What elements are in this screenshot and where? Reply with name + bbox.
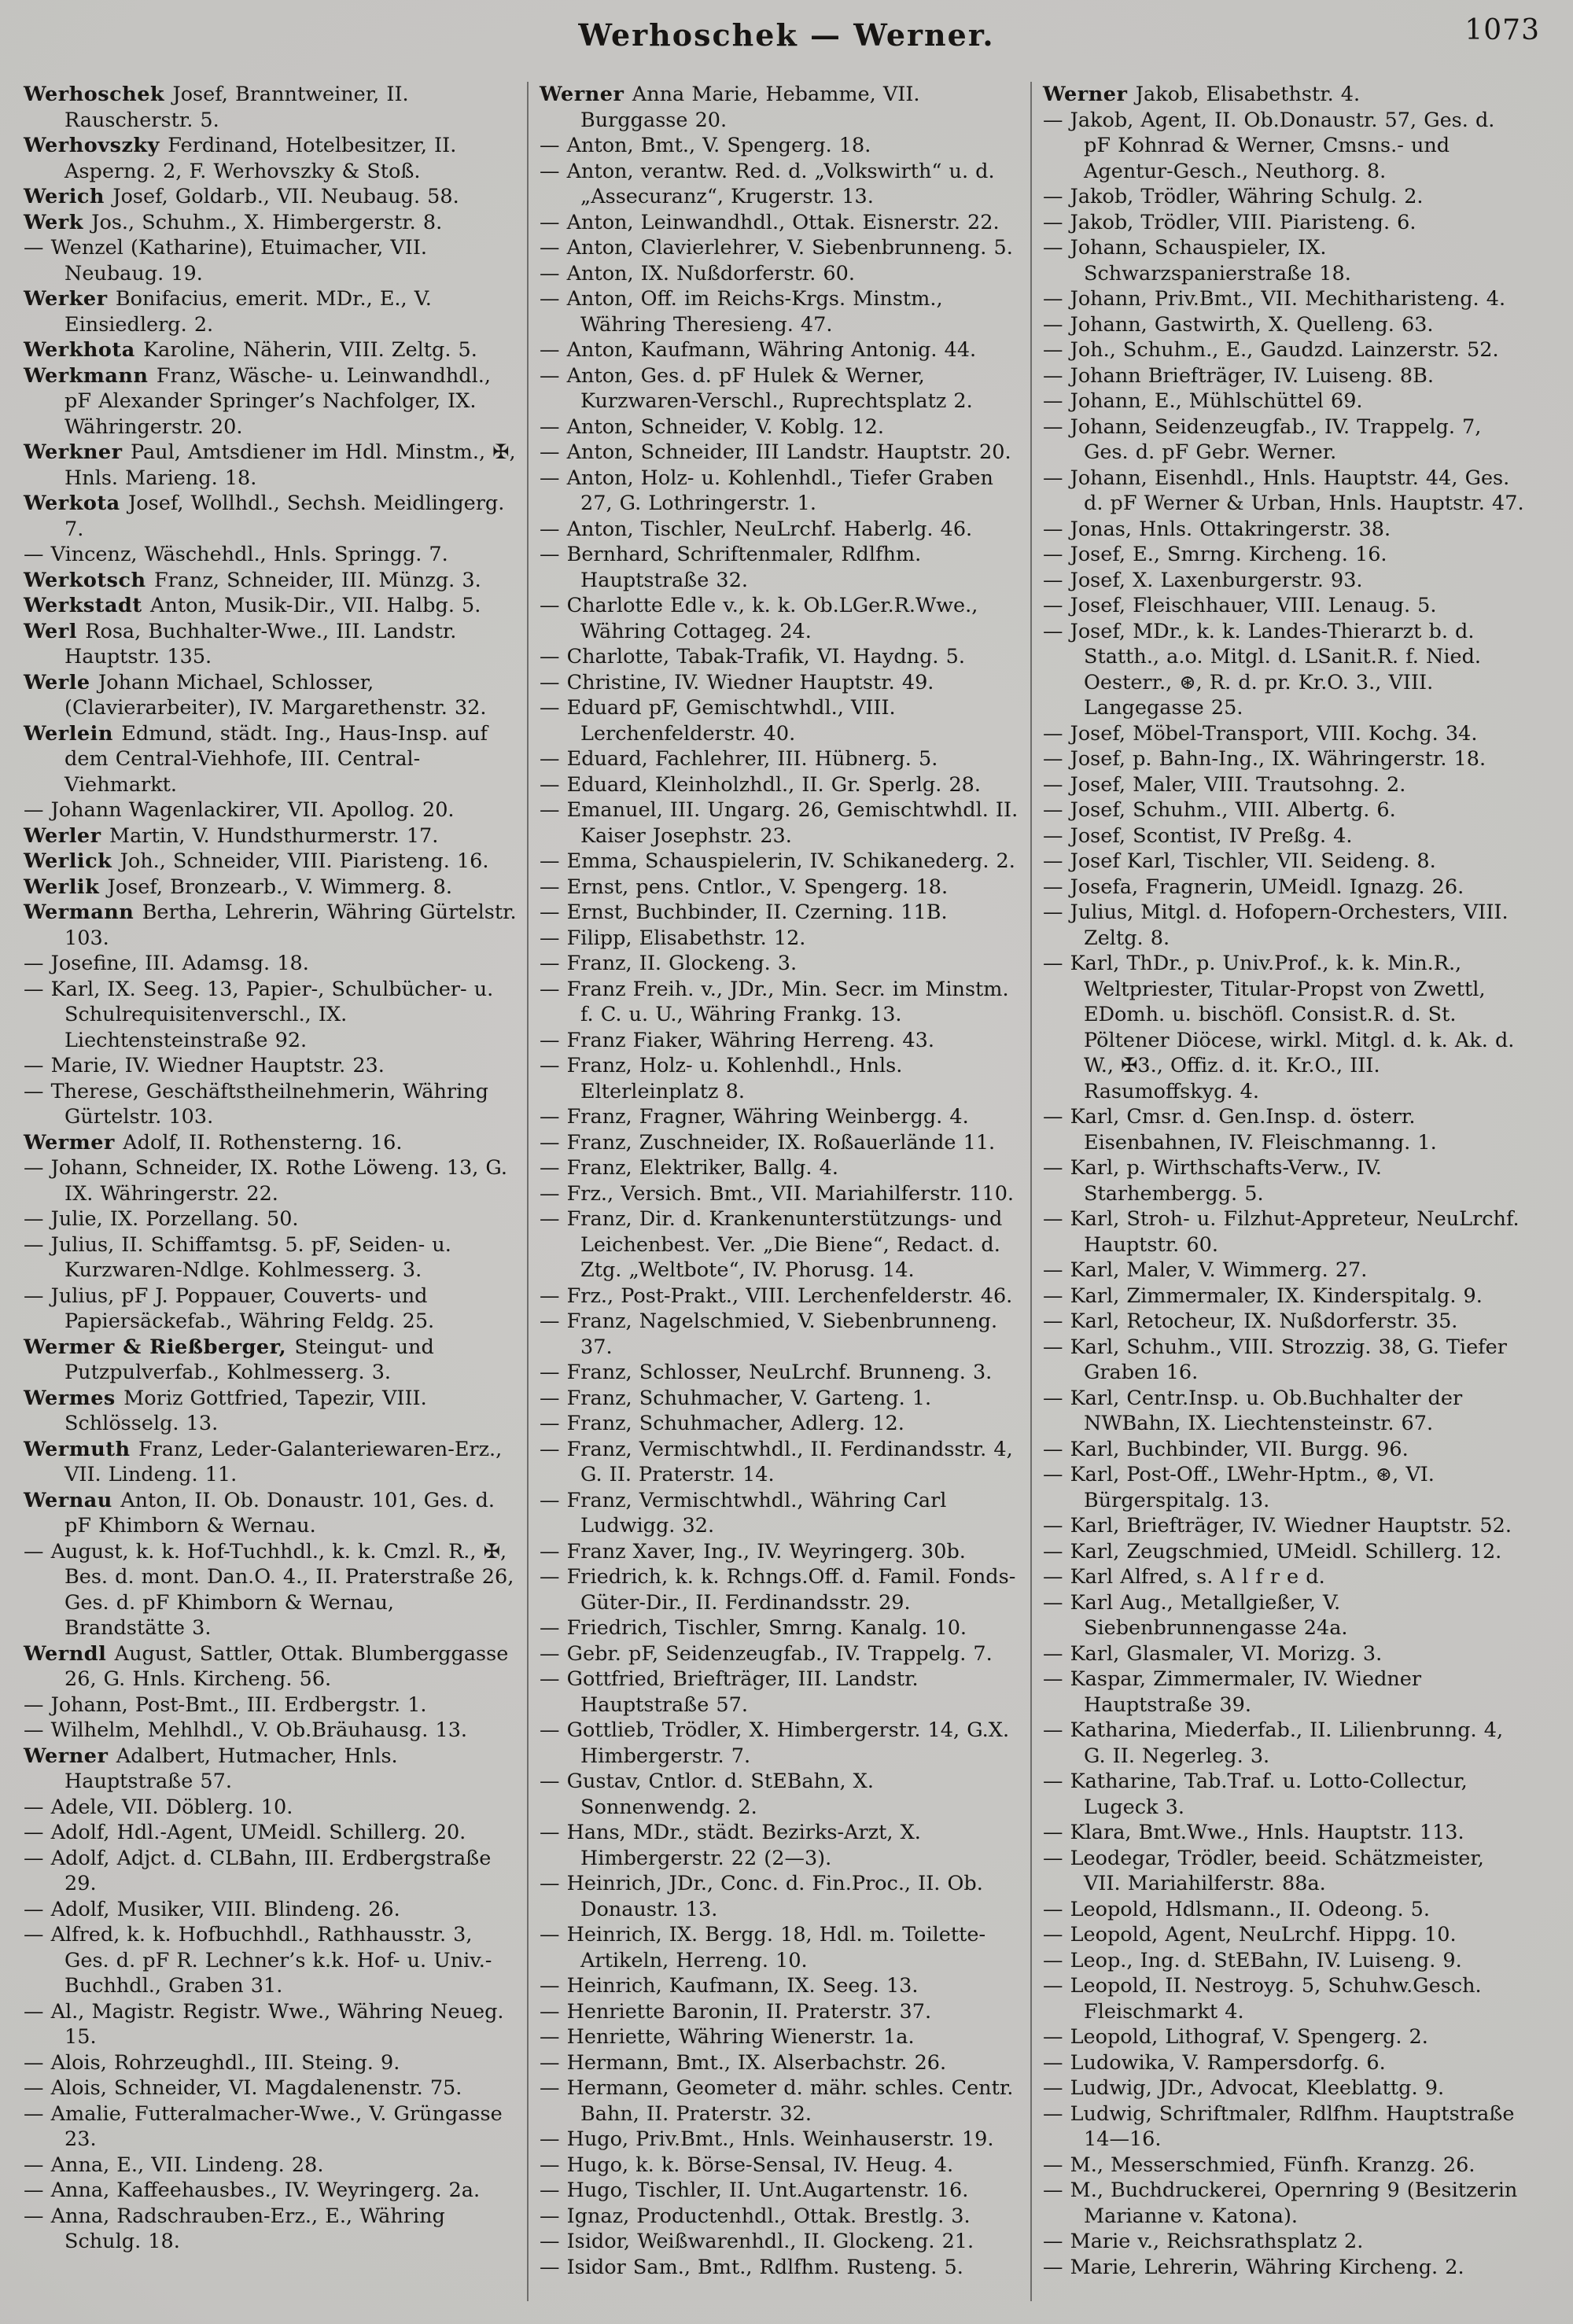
directory-entry: — Heinrich, IX. Bergg. 18, Hdl. m. Toilette-Artikeln, Herreng. 10. (540, 1923, 986, 1972)
directory-entry: — Charlotte, Tabak-Trafik, VI. Haydng. 5. (540, 645, 965, 668)
directory-entry: Werker Bonifacius, emerit. MDr., E., V. Einsiedlerg. 2. (24, 287, 432, 337)
directory-entry: Werner Anna Marie, Hebamme, VII. Burggasse 20. (540, 83, 920, 132)
directory-entry: — Hugo, Priv.Bmt., Hnls. Weinhauserstr. 19. (540, 2127, 994, 2151)
directory-entry: — Johann, Gastwirth, X. Quelleng. 63. (1043, 312, 1434, 337)
directory-entry: — Eduard pF, Gemischtwhdl., VIII. Lerchenfelderstr. 40. (540, 696, 896, 746)
directory-entry: — Karl Aug., Metallgießer, V. Siebenbrunnengasse 24a. (1043, 1590, 1348, 1640)
directory-entry: — Johann Briefträger, IV. Luiseng. 8B. (1043, 363, 1434, 388)
directory-entry: — Christine, IV. Wiedner Hauptstr. 49. (540, 670, 934, 694)
directory-entry: — Anton, Off. im Reichs-Krgs. Minstm., Währing Theresieng. 47. (540, 287, 943, 337)
directory-entry: — Karl, Maler, V. Wimmerg. 27. (1043, 1258, 1368, 1282)
directory-entry: Werhoschek Josef, Branntweiner, II. Rauscherstr. 5. (24, 83, 409, 132)
page-number: 1073 (1464, 14, 1540, 46)
directory-entry: — M., Messerschmied, Fünfh. Kranzg. 26. (1043, 2153, 1475, 2177)
directory-entry: — Anton, Holz- u. Kohlenhdl., Tiefer Graben 27, G. Lothringerstr. 1. (540, 466, 993, 515)
directory-entry: — Klara, Bmt.Wwe., Hnls. Hauptstr. 113. (1043, 1821, 1464, 1844)
directory-entry: Werlik Josef, Bronzearb., V. Wimmerg. 8. (24, 875, 452, 899)
directory-entry: — Eduard, Kleinholzhdl., II. Gr. Sperlg. 28. (540, 772, 981, 797)
directory-entry: — Anton, Clavierlehrer, V. Siebenbrunneng. 5. (540, 236, 1013, 260)
directory-entry: — Johann, Schneider, IX. Rothe Löweng. 13, G. IX. Währingerstr. 22. (24, 1156, 507, 1206)
directory-entry: — Adolf, Adjct. d. CLBahn, III. Erdbergstraße 29. (24, 1846, 492, 1895)
directory-entry: — Henriette, Währing Wienerstr. 1a. (540, 2025, 915, 2049)
directory-entry: — Alois, Schneider, VI. Magdalenenstr. 75. (24, 2076, 462, 2100)
directory-entry: — Filipp, Elisabethstr. 12. (540, 926, 806, 950)
directory-entry: — Josef, Möbel-Transport, VIII. Kochg. 34. (1043, 721, 1478, 746)
directory-entry: — Karl, Retocheur, IX. Nußdorferstr. 35. (1043, 1309, 1458, 1333)
directory-entry: — Julius, Mitgl. d. Hofopern-Orchesters, VIII. Zeltg. 8. (1043, 901, 1509, 950)
entry-surname: Werk (24, 210, 92, 234)
directory-entry: — Joh., Schuhm., E., Gaudzd. Lainzerstr. 52. (1043, 338, 1499, 362)
directory-entry: — Josef, Schuhm., VIII. Albertg. 6. (1043, 798, 1396, 822)
directory-entry: — Julie, IX. Porzellang. 50. (24, 1207, 299, 1231)
directory-entry: — Therese, Geschäftstheilnehmerin, Währing Gürtelstr. 103. (24, 1079, 488, 1129)
directory-entry: — Leopold, Lithograf, V. Spengerg. 2. (1043, 2025, 1428, 2049)
entry-surname: Wermann (24, 901, 142, 924)
directory-entry: — Anton, Leinwandhdl., Ottak. Eisnerstr. 22. (540, 210, 1000, 234)
entry-surname: Wermes (24, 1386, 124, 1410)
directory-entry: — Karl, Glasmaler, VI. Morizg. 3. (1043, 1641, 1383, 1666)
directory-entry: — Anton, Bmt., V. Spengerg. 18. (540, 134, 871, 157)
directory-entry: — Karl Alfred, s. A l f r e d. (1043, 1565, 1325, 1589)
entry-surname: Werle (24, 670, 99, 694)
directory-entry: — Emanuel, III. Ungarg. 26, Gemischtwhdl. II. Kaiser Josephstr. 23. (540, 798, 1019, 848)
directory-entry: — Vincenz, Wäschehdl., Hnls. Springg. 7. (24, 543, 448, 566)
directory-entry: — Gottfried, Briefträger, III. Landstr. Hauptstraße 57. (540, 1667, 919, 1717)
directory-entry: — Wilhelm, Mehlhdl., V. Ob.Bräuhausg. 13. (24, 1718, 468, 1742)
directory-entry: — Josef, Fleischhauer, VIII. Lenaug. 5. (1043, 594, 1437, 617)
directory-entry: — Franz, Fragner, Währing Weinbergg. 4. (540, 1105, 969, 1129)
directory-entry: — Josefine, III. Adamsg. 18. (24, 952, 309, 975)
directory-entry: — Johann, Post-Bmt., III. Erdbergstr. 1. (24, 1692, 427, 1717)
directory-entry: — Heinrich, JDr., Conc. d. Fin.Proc., II. Ob. Donaustr. 13. (540, 1872, 983, 1921)
directory-entry: — Leopold, II. Nestroyg. 5, Schuhw.Gesch. Fleischmarkt 4. (1043, 1974, 1482, 2024)
directory-entry: — Hermann, Bmt., IX. Alserbachstr. 26. (540, 2050, 947, 2075)
directory-entry: — Leopold, Agent, NeuLrchf. Hippg. 10. (1043, 1923, 1457, 1946)
directory-entry: — Josefa, Fragnerin, UMeidl. Ignazg. 26. (1043, 875, 1464, 899)
directory-entry: — Katharina, Miederfab., II. Lilienbrunng. 4, G. II. Negerleg. 3. (1043, 1718, 1504, 1768)
directory-entry: — Amalie, Futteralmacher-Wwe., V. Grüngasse 23. (24, 2101, 503, 2151)
directory-entry: — Josef, Maler, VIII. Trautsohng. 2. (1043, 772, 1406, 797)
directory-entry: — Hugo, k. k. Börse-Sensal, IV. Heug. 4. (540, 2153, 954, 2177)
directory-entry: — Marie, IV. Wiedner Hauptstr. 23. (24, 1054, 385, 1077)
directory-entry: — Friedrich, k. k. Rchngs.Off. d. Famil. Fonds-Güter-Dir., II. Ferdinandsstr. 29. (540, 1565, 1016, 1615)
directory-entry: — Frz., Versich. Bmt., VII. Mariahilferstr. 110. (540, 1181, 1015, 1206)
entry-surname: Wermuth (24, 1437, 138, 1461)
directory-entry: — Anton, Tischler, NeuLrchf. Haberlg. 46. (540, 517, 973, 541)
directory-entry: — M., Buchdruckerei, Opernring 9 (Besitzerin Marianne v. Katona). (1043, 2179, 1518, 2228)
directory-entry: — Johann Wagenlackirer, VII. Apollog. 20. (24, 798, 455, 822)
directory-entry: — Heinrich, Kaufmann, IX. Seeg. 13. (540, 1974, 919, 1998)
entry-surname: Werkhota (24, 338, 144, 362)
column-3 (1030, 82, 1534, 2301)
directory-entry: Werkhota Karoline, Näherin, VIII. Zeltg. 5. (24, 338, 477, 362)
directory-entry: Werkota Josef, Wollhdl., Sechsh. Meidlingerg. 7. (24, 492, 505, 541)
directory-entry: — Jakob, Trödler, Währing Schulg. 2. (1043, 185, 1424, 208)
directory-entry: — Ludowika, V. Rampersdorfg. 6. (1043, 2050, 1386, 2075)
directory-entry: — Alois, Rohrzeughdl., III. Steing. 9. (24, 2050, 400, 2075)
directory-entry: — Al., Magistr. Registr. Wwe., Währing Neueg. 15. (24, 1999, 504, 2049)
directory-entry: — Anton, Schneider, III Landstr. Hauptstr. 20. (540, 440, 1011, 464)
directory-entry: — Julius, pF J. Poppauer, Couverts- und Papiersäckefab., Währing Feldg. 25. (24, 1284, 435, 1333)
directory-entry: — Alfred, k. k. Hofbuchhdl., Rathhausstr. 3, Ges. d. pF R. Lechner’s k.k. Hof- u. Univ.-Buchhdl., Graben 31. (24, 1923, 492, 1998)
directory-entry: Werlein Edmund, städt. Ing., Haus-Insp. auf dem Central-Viehhofe, III. Central-Viehmarkt. (24, 721, 488, 797)
directory-entry: — Franz Fiaker, Währing Herreng. 43. (540, 1028, 934, 1052)
directory-entry: — Johann, Priv.Bmt., VII. Mechitharisteng. 4. (1043, 287, 1506, 311)
directory-entry: — Josef, Scontist, IV Preßg. 4. (1043, 823, 1353, 848)
directory-entry: — Kaspar, Zimmermaler, IV. Wiedner Hauptstraße 39. (1043, 1667, 1422, 1717)
entry-surname: Werich (24, 185, 113, 208)
running-title: Werhoschek — Werner. (578, 17, 995, 53)
directory-entry: — Franz, Dir. d. Krankenunterstützungs- und Leichenbest. Ver. „Die Biene“, Redact. d. Ztg. „Weltbote“, IV. Phorusg. 14. (540, 1207, 1003, 1282)
directory-entry: — Franz, Vermischtwhdl., Währing Carl Ludwigg. 32. (540, 1488, 947, 1538)
directory-entry: — Gebr. pF, Seidenzeugfab., IV. Trappelg. 7. (540, 1641, 993, 1666)
entry-surname: Werkner (24, 440, 131, 464)
directory-entry: — Jonas, Hnls. Ottakringerstr. 38. (1043, 517, 1391, 541)
directory-entry: — Karl, IX. Seeg. 13, Papier-, Schulbücher- u. Schulrequisitenverschl., IX. Liechtensteinstraße 92. (24, 977, 494, 1052)
directory-entry: — Ludwig, Schriftmaler, Rdlfhm. Hauptstraße 14—16. (1043, 2101, 1515, 2151)
directory-entry: — Anna, Kaffeehausbes., IV. Weyringerg. 2a. (24, 2179, 481, 2202)
entry-surname: Werlein (24, 721, 122, 746)
directory-entry: — Marie, Lehrerin, Währing Kircheng. 2. (1043, 2255, 1464, 2279)
directory-entry: — August, k. k. Hof-Tuchhdl., k. k. Cmzl. R., ✠, Bes. d. mont. Dan.O. 4., II. Praterstraße 26, Ges. d. pF Khimborn & Wernau, Brandstätte 3. (24, 1539, 514, 1640)
entry-surname: Werkotsch (24, 568, 154, 592)
directory-entry: — Josef Karl, Tischler, VII. Seideng. 8. (1043, 849, 1436, 873)
directory-entry: — Karl, Zeugschmied, UMeidl. Schillerg. 12. (1043, 1539, 1502, 1563)
directory-entry: Werkner Paul, Amtsdiener im Hdl. Minstm., ✠, Hnls. Marieng. 18. (24, 440, 516, 490)
directory-entry: — Josef, E., Smrng. Kircheng. 16. (1043, 543, 1387, 566)
directory-entry: — Anton, IX. Nußdorferstr. 60. (540, 261, 855, 285)
directory-entry: — Franz, Holz- u. Kohlenhdl., Hnls. Elterleinplatz 8. (540, 1054, 903, 1103)
directory-entry: Wermuth Franz, Leder-Galanteriewaren-Erz., VII. Lindeng. 11. (24, 1437, 503, 1486)
directory-entry: — Hugo, Tischler, II. Unt.Augartenstr. 16. (540, 2179, 969, 2202)
directory-entry: Werhovszky Ferdinand, Hotelbesitzer, II. Asperng. 2, F. Werhovszky & Stoß. (24, 134, 457, 183)
entry-surname: Werler (24, 823, 109, 848)
directory-columns (0, 76, 1573, 2301)
entry-surname: Werhoschek (24, 83, 173, 106)
entry-surname: Werner (24, 1744, 116, 1768)
entry-surname: Werkota (24, 492, 129, 515)
directory-entry: — Ignaz, Productenhdl., Ottak. Brestlg. 3. (540, 2204, 971, 2228)
directory-entry: — Jakob, Agent, II. Ob.Donaustr. 57, Ges. d. pF Kohnrad & Werner, Cmsns.- und Agentur-Gesch., Neuthorg. 8. (1043, 108, 1495, 183)
directory-entry: Wernau Anton, II. Ob. Donaustr. 101, Ges. d. pF Khimborn & Wernau. (24, 1488, 495, 1538)
directory-entry: — Eduard, Fachlehrer, III. Hübnerg. 5. (540, 747, 938, 771)
directory-entry: — Frz., Post-Prakt., VIII. Lerchenfelderstr. 46. (540, 1284, 1013, 1308)
directory-entry: — Adolf, Musiker, VIII. Blindeng. 26. (24, 1897, 400, 1921)
directory-entry: — Anna, Radschrauben-Erz., E., Währing Schulg. 18. (24, 2204, 445, 2253)
directory-entry: — Johann, Eisenhdl., Hnls. Hauptstr. 44, Ges. d. pF Werner & Urban, Hnls. Hauptstr. 47. (1043, 466, 1524, 515)
directory-entry: — Marie v., Reichsrathsplatz 2. (1043, 2230, 1364, 2253)
directory-entry: — Franz Freih. v., JDr., Min. Secr. im Minstm. f. C. u. U., Währing Frankg. 13. (540, 977, 1009, 1026)
directory-entry: — Anna, E., VII. Lindeng. 28. (24, 2153, 324, 2177)
directory-entry: — Gustav, Cntlor. d. StEBahn, X. Sonnenwendg. 2. (540, 1770, 874, 1819)
directory-entry: Werle Johann Michael, Schlosser, (Clavierarbeiter), IV. Margarethenstr. 32. (24, 670, 487, 720)
directory-entry: Werk Jos., Schuhm., X. Himbergerstr. 8. (24, 210, 443, 234)
directory-entry: — Johann, Schauspieler, IX. Schwarzspanierstraße 18. (1043, 236, 1351, 285)
directory-entry: — Karl, p. Wirthschafts-Verw., IV. Starhembergg. 5. (1043, 1156, 1382, 1206)
directory-entry: — Josef, p. Bahn-Ing., IX. Währingerstr. 18. (1043, 747, 1486, 771)
directory-entry: — Julius, II. Schiffamtsg. 5. pF, Seiden- u. Kurzwaren-Ndlge. Kohlmesserg. 3. (24, 1232, 451, 1282)
directory-entry: — Karl, Schuhm., VIII. Strozzig. 38, G. Tiefer Graben 16. (1043, 1335, 1507, 1384)
directory-entry: — Leopold, Hdlsmann., II. Odeong. 5. (1043, 1897, 1431, 1921)
directory-entry: — Josef, X. Laxenburgerstr. 93. (1043, 568, 1363, 592)
directory-entry: — Anton, Ges. d. pF Hulek & Werner, Kurzwaren-Verschl., Ruprechtsplatz 2. (540, 363, 973, 413)
entry-surname: Wermer (24, 1130, 123, 1155)
directory-entry: — Karl, Zimmermaler, IX. Kinderspitalg. 9. (1043, 1284, 1483, 1308)
directory-entry: — Ernst, Buchbinder, II. Czerning. 11B. (540, 901, 948, 924)
page-header (0, 0, 1573, 76)
directory-entry: — Anton, Kaufmann, Währing Antonig. 44. (540, 338, 977, 362)
entry-surname: Werner (1043, 83, 1136, 106)
directory-entry: — Karl, ThDr., p. Univ.Prof., k. k. Min.R., Weltpriester, Titular-Propst von Zwettl, EDomh. u. bischöfl. Consist.R. d. St. Pöltener Diöcese, wirkl. Mitgl. d. k. Ak. d. W., ✠3., Offiz. d. it. Kr.O., III. Rasumoffskyg. 4. (1043, 952, 1515, 1103)
directory-entry: Werler Martin, V. Hundsthurmerstr. 17. (24, 823, 439, 848)
directory-entry: — Adele, VII. Döblerg. 10. (24, 1795, 293, 1819)
directory-entry: — Katharine, Tab.Traf. u. Lotto-Collectur, Lugeck 3. (1043, 1770, 1468, 1819)
directory-entry: Wermann Bertha, Lehrerin, Währing Gürtelstr. 103. (24, 901, 517, 950)
directory-entry: — Karl, Buchbinder, VII. Burgg. 96. (1043, 1437, 1409, 1461)
directory-entry: — Franz, II. Glockeng. 3. (540, 952, 798, 975)
directory-entry: Wermes Moriz Gottfried, Tapezir, VIII. Schlösselg. 13. (24, 1386, 427, 1435)
directory-entry: — Leodegar, Trödler, beeid. Schätzmeister, VII. Mariahilferstr. 88a. (1043, 1846, 1484, 1895)
directory-entry: — Wenzel (Katharine), Etuimacher, VII. Neubaug. 19. (24, 236, 428, 285)
directory-entry: Werner Adalbert, Hutmacher, Hnls. Hauptstraße 57. (24, 1744, 398, 1793)
directory-entry: — Anton, Schneider, V. Koblg. 12. (540, 414, 884, 439)
directory-entry: — Johann, Seidenzeugfab., IV. Trappelg. 7, Ges. d. pF Gebr. Werner. (1043, 414, 1482, 464)
directory-entry: — Bernhard, Schriftenmaler, Rdlfhm. Hauptstraße 32. (540, 543, 922, 592)
directory-entry: Werner Jakob, Elisabethstr. 4. (1043, 83, 1361, 106)
directory-entry: — Franz, Elektriker, Ballg. 4. (540, 1156, 838, 1180)
entry-surname: Werlick (24, 849, 120, 873)
directory-entry: — Anton, verantw. Red. d. „Volkswirth“ u. d. „Assecuranz“, Krugerstr. 13. (540, 159, 995, 208)
directory-entry: Wermer & Rießberger, Steingut- und Putzpulverfab., Kohlmesserg. 3. (24, 1335, 434, 1384)
directory-entry: — Franz, Schlosser, NeuLrchf. Brunneng. 3. (540, 1361, 993, 1384)
directory-entry: — Charlotte Edle v., k. k. Ob.LGer.R.Wwe., Währing Cottageg. 24. (540, 594, 978, 643)
directory-entry: Werndl August, Sattler, Ottak. Blumberggasse 26, G. Hnls. Kircheng. 56. (24, 1641, 509, 1691)
entry-surname: Werndl (24, 1641, 115, 1666)
directory-entry: — Friedrich, Tischler, Smrng. Kanalg. 10. (540, 1616, 967, 1640)
column-1 (24, 82, 527, 2301)
directory-entry: — Franz, Nagelschmied, V. Siebenbrunneng. 37. (540, 1309, 998, 1359)
entry-surname: Wermer & Rießberger, (24, 1335, 295, 1359)
entry-surname: Werner (540, 83, 632, 106)
entry-surname: Werlik (24, 875, 108, 899)
directory-entry: — Karl, Centr.Insp. u. Ob.Buchhalter der NWBahn, IX. Liechtensteinstr. 67. (1043, 1386, 1463, 1435)
entry-surname: Werl (24, 619, 86, 643)
entry-surname: Wernau (24, 1488, 121, 1512)
entry-surname: Werker (24, 287, 116, 311)
directory-entry: Werkotsch Franz, Schneider, III. Münzg. 3. (24, 568, 481, 592)
directory-entry: — Franz Xaver, Ing., IV. Weyringerg. 30b. (540, 1539, 966, 1563)
directory-entry: — Henriette Baronin, II. Praterstr. 37. (540, 1999, 932, 2024)
directory-entry: — Leop., Ing. d. StEBahn, IV. Luiseng. 9. (1043, 1948, 1462, 1972)
directory-entry: Wermer Adolf, II. Rothensterng. 16. (24, 1130, 403, 1155)
entry-surname: Werkstadt (24, 594, 151, 617)
directory-entry: Werkstadt Anton, Musik-Dir., VII. Halbg. 5. (24, 594, 481, 617)
directory-entry: — Gottlieb, Trödler, X. Himbergerstr. 14, G.X. Himbergerstr. 7. (540, 1718, 1010, 1768)
directory-entry: — Emma, Schauspielerin, IV. Schikanederg. 2. (540, 849, 1015, 873)
directory-entry: — Karl, Cmsr. d. Gen.Insp. d. österr. Eisenbahnen, IV. Fleischmanng. 1. (1043, 1105, 1437, 1155)
directory-entry: — Karl, Post-Off., LWehr-Hptm., ⊛, VI. Bürgerspitalg. 13. (1043, 1463, 1435, 1512)
directory-entry: — Karl, Briefträger, IV. Wiedner Hauptstr. 52. (1043, 1514, 1512, 1538)
directory-entry: — Franz, Zuschneider, IX. Roßauerlände 11. (540, 1130, 996, 1155)
directory-entry: — Josef, MDr., k. k. Landes-Thierarzt b. d. Statth., a.o. Mitgl. d. LSanit.R. f. Nied. Oesterr., ⊛, R. d. pr. Kr.O. 3., VIII. Langegasse 25. (1043, 619, 1481, 720)
directory-entry: — Johann, E., Mühlschüttel 69. (1043, 389, 1363, 413)
directory-entry: — Franz, Schuhmacher, V. Garteng. 1. (540, 1386, 932, 1410)
column-2 (527, 82, 1030, 2301)
directory-entry: — Jakob, Trödler, VIII. Piaristeng. 6. (1043, 210, 1416, 234)
directory-entry: Werkmann Franz, Wäsche- u. Leinwandhdl., pF Alexander Springer’s Nachfolger, IX. Währingerstr. 20. (24, 363, 491, 439)
directory-entry: Werich Josef, Goldarb., VII. Neubaug. 58. (24, 185, 459, 208)
directory-entry: Werl Rosa, Buchhalter-Wwe., III. Landstr. Hauptstr. 135. (24, 619, 457, 668)
directory-entry: — Ernst, pens. Cntlor., V. Spengerg. 18. (540, 875, 949, 899)
entry-surname: Werhovszky (24, 134, 168, 157)
directory-entry: Werlick Joh., Schneider, VIII. Piaristeng. 16. (24, 849, 489, 873)
directory-entry: — Ludwig, JDr., Advocat, Kleeblattg. 9. (1043, 2076, 1445, 2100)
directory-entry: — Franz, Vermischtwhdl., II. Ferdinandsstr. 4, G. II. Praterstr. 14. (540, 1437, 1013, 1486)
directory-entry: — Hermann, Geometer d. mähr. schles. Centr. Bahn, II. Praterstr. 32. (540, 2076, 1014, 2126)
directory-entry: — Adolf, Hdl.-Agent, UMeidl. Schillerg. 20. (24, 1821, 466, 1844)
directory-entry: — Hans, MDr., städt. Bezirks-Arzt, X. Himbergerstr. 22 (2—3). (540, 1821, 921, 1870)
directory-entry: — Franz, Schuhmacher, Adlerg. 12. (540, 1412, 904, 1435)
entry-surname: Werkmann (24, 363, 157, 388)
directory-entry: — Karl, Stroh- u. Filzhut-Appreteur, NeuLrchf. Hauptstr. 60. (1043, 1207, 1520, 1257)
directory-entry: — Isidor Sam., Bmt., Rdlfhm. Rusteng. 5. (540, 2255, 963, 2279)
directory-entry: — Isidor, Weißwarenhdl., II. Glockeng. 21. (540, 2230, 974, 2253)
